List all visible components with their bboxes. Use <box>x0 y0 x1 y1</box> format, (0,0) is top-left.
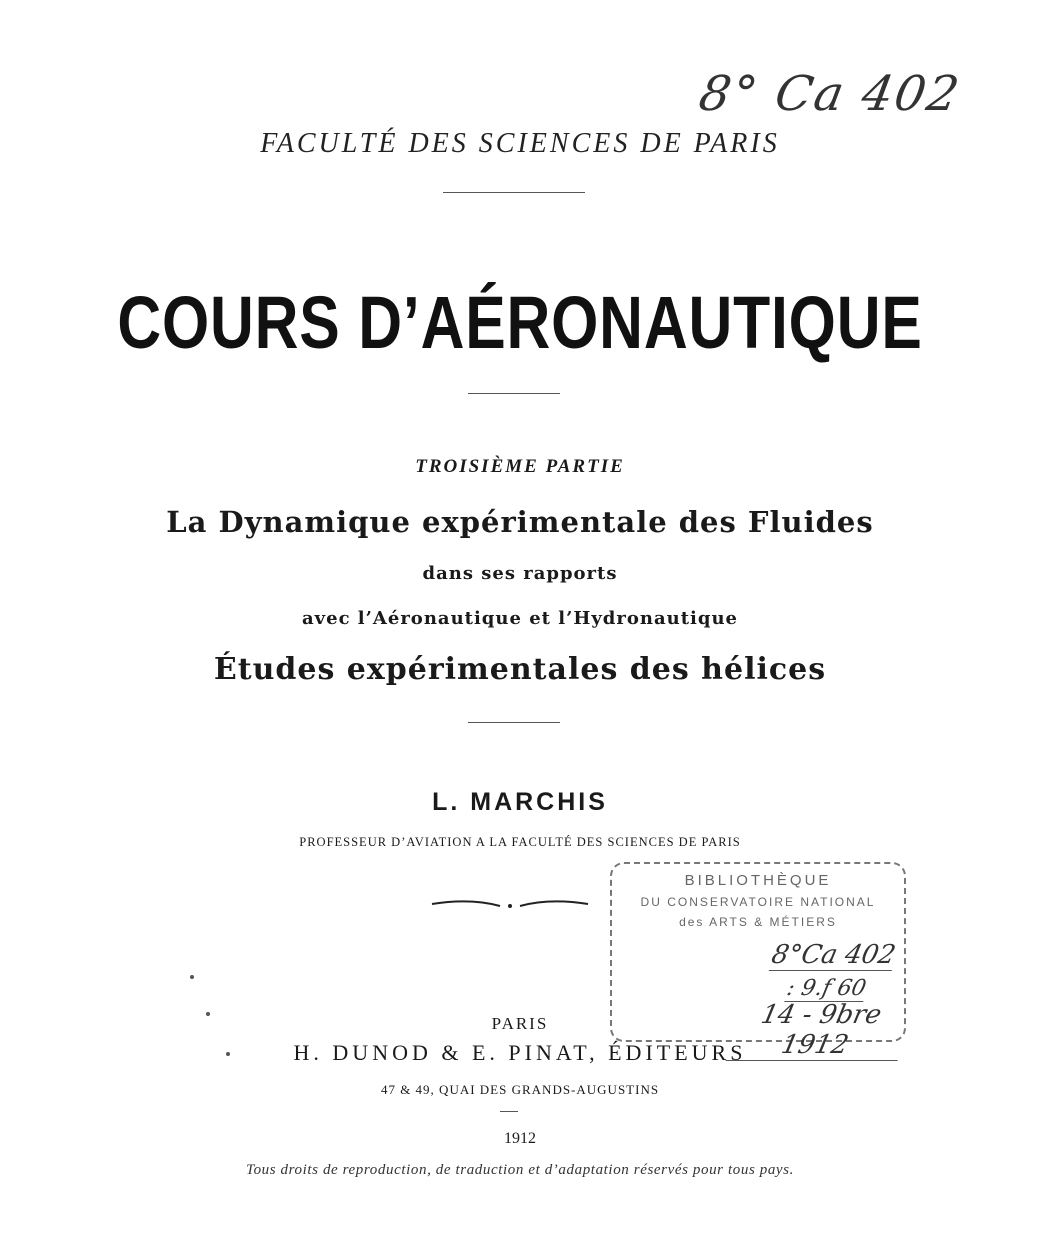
speck <box>190 975 194 979</box>
ornament-divider-icon <box>430 896 590 916</box>
subtitle-line: dans ses rapports <box>422 563 618 584</box>
divider <box>500 1111 518 1112</box>
publisher: H. DUNOD & E. PINAT, ÉDITEURS <box>293 1040 747 1065</box>
author-position: PROFESSEUR D’AVIATION A LA FACULTÉ DES SCIENCES DE PARIS <box>299 835 741 849</box>
subtitle-secondary: Études expérimentales des hélices <box>213 652 827 687</box>
stamp-line: DU CONSERVATOIRE NATIONAL <box>640 895 876 909</box>
divider <box>468 393 560 394</box>
stamp-price: : 9.f 60 <box>784 976 869 1001</box>
publication-year: 1912 <box>504 1130 536 1147</box>
rights-notice: Tous droits de reproduction, de traduction et d’adaptation réservés pour tous pays. <box>246 1162 794 1178</box>
stamp-line: BIBLIOTHÈQUE <box>684 872 832 889</box>
divider <box>443 192 585 193</box>
imprint-city: PARIS <box>491 1014 549 1033</box>
divider <box>468 722 560 723</box>
subtitle-line: avec l’Aéronautique et l’Hydronautique <box>302 608 738 629</box>
stamp-call-number: 8°Ca 402 <box>768 940 899 970</box>
stamp-line: des ARTS & MÉTIERS <box>679 915 837 929</box>
stamp-date: 14 - 9bre 1912 <box>726 1000 911 1061</box>
book-title: COURS D’AÉRONAUTIQUE <box>117 281 923 364</box>
publisher-address: 47 & 49, QUAI DES GRANDS-AUGUSTINS <box>380 1082 660 1097</box>
institution-header: FACULTÉ DES SCIENCES DE PARIS <box>260 128 780 159</box>
subtitle-main: La Dynamique expérimentale des Fluides <box>166 505 874 539</box>
author-name: L. MARCHIS <box>432 788 608 816</box>
handwritten-shelfmark: 8° Ca 402 <box>695 66 965 122</box>
part-label: TROISIÈME PARTIE <box>415 456 625 477</box>
